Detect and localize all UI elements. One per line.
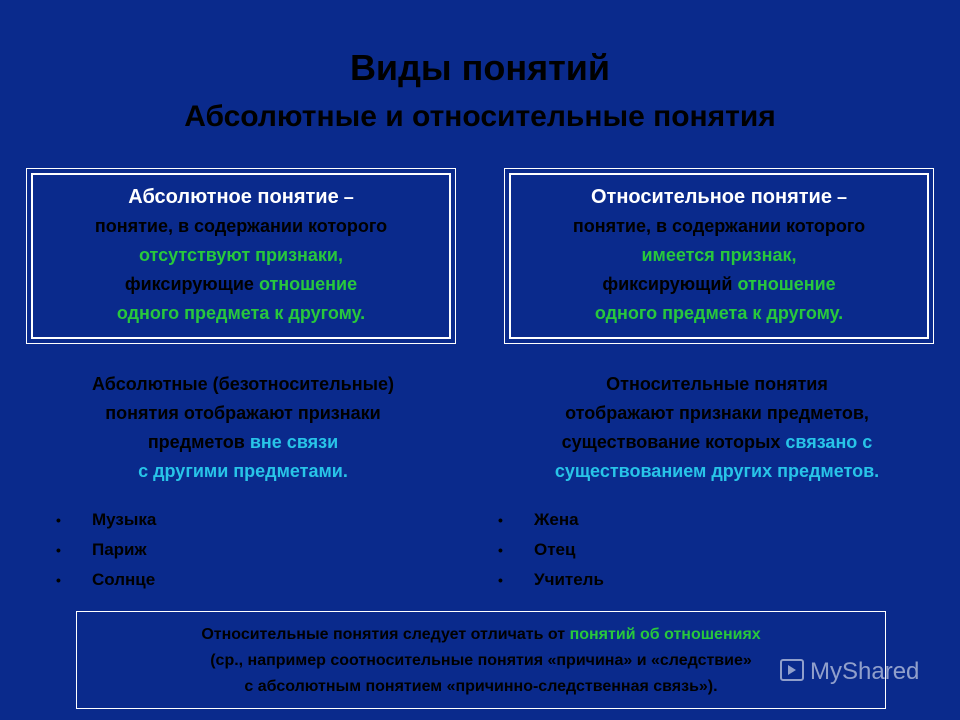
relative-definition-line1: понятие, в содержании которого [572,216,866,236]
list-item-label: Музыка [92,510,157,529]
list-item-label: Солнце [92,570,156,589]
relative-definition-text [505,183,933,328]
absolute-description-line3-black: предметов [147,432,245,452]
bullet-icon: • [56,542,61,558]
absolute-definition-box [26,168,456,344]
absolute-definition-line3-black: фиксирующие [124,274,254,294]
absolute-definition-heading: Абсолютное понятие [128,186,339,208]
list-item [56,505,156,535]
absolute-definition-heading-line [27,183,455,212]
page-title: Виды понятий [349,47,611,88]
list-item-label: Жена [534,510,579,529]
absolute-examples-list [56,505,156,595]
bullet-icon: • [498,542,503,558]
bullet-icon: • [498,512,503,528]
list-item [56,565,156,595]
absolute-definition-text [27,183,455,328]
watermark [780,658,919,686]
absolute-definition-dash: – [343,187,354,207]
page-subtitle: Абсолютные и относительные понятия [184,100,776,133]
relative-definition-line2: имеется признак, [641,245,797,265]
list-item-label: Париж [92,540,147,559]
bullet-icon: • [56,572,61,588]
watermark-text: MyShared [810,658,920,685]
absolute-definition-line1: понятие, в содержании которого [94,216,388,236]
relative-definition-line3-black: фиксирующий [602,274,733,294]
relative-definition-dash: – [836,187,847,207]
list-item-label: Учитель [534,570,604,589]
relative-definition-line3 [505,270,933,299]
absolute-definition-line2: отсутствуют признаки, [139,245,343,265]
absolute-description-line1: Абсолютные (безотносительные) [92,374,394,394]
relative-examples-list [498,505,604,595]
absolute-definition-line3 [27,270,455,299]
absolute-definition-line4: одного предмета к другому. [116,303,366,323]
relative-description-line2: отображают признаки предметов, [565,403,869,423]
bullet-icon: • [56,512,61,528]
relations-note-box [76,611,886,709]
relations-note-line1 [77,622,885,648]
relative-description-line3 [482,428,952,457]
relative-definition-line3-green: отношение [737,274,836,294]
list-item [498,565,604,595]
relative-definition-heading-line [505,183,933,212]
relations-note-line1-black: Относительные понятия следует отличать от [201,626,566,643]
relations-note-line3: с абсолютным понятием «причинно-следственная связь»). [244,678,718,695]
absolute-description [8,370,478,486]
absolute-description-line2: понятия отображают признаки [105,403,381,423]
relative-definition-line4: одного предмета к другому. [594,303,844,323]
list-item [498,505,604,535]
absolute-description-line4: с другими предметами. [138,461,348,481]
absolute-definition-line3-green: отношение [258,274,358,294]
play-icon [780,659,804,681]
relations-note-line1-green: понятий об отношениях [569,626,761,643]
relative-description [482,370,952,486]
list-item-label: Отец [534,540,576,559]
relative-definition-box [504,168,934,344]
bullet-icon: • [498,572,503,588]
relative-description-line1: Относительные понятия [606,374,828,394]
relative-description-line3-cyan: связано с [785,432,873,452]
list-item [56,535,156,565]
absolute-description-line3-cyan: вне связи [249,432,339,452]
absolute-description-line3 [8,428,478,457]
list-item [498,535,604,565]
relative-definition-heading: Относительное понятие [591,186,832,208]
relative-description-line4: существованием других предметов. [554,461,880,481]
relative-description-line3-black: существование которых [561,432,781,452]
relations-note-line2: (ср., например соотносительные понятия «причина» и «следствие» [210,652,752,669]
